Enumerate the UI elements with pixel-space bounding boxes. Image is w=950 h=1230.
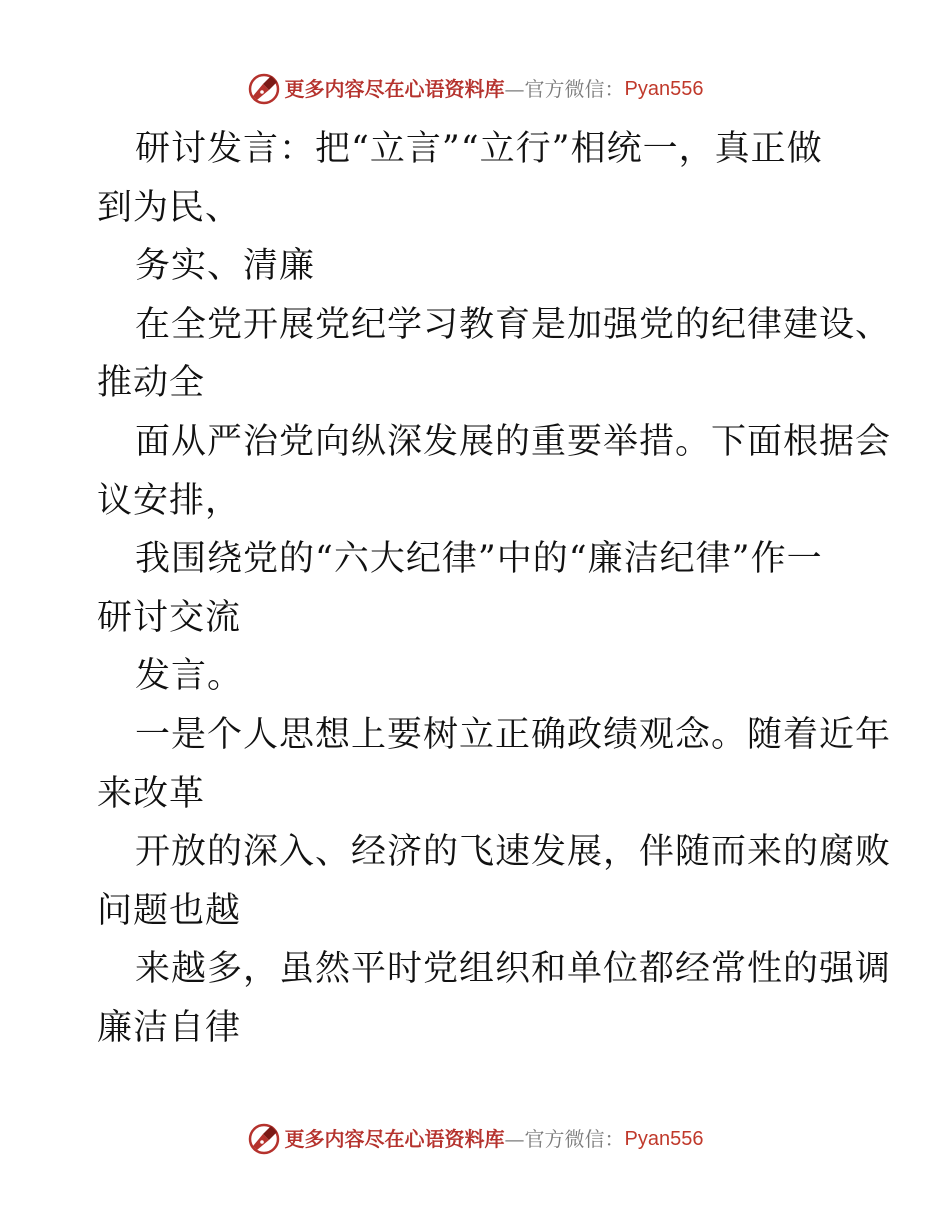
text-line: 到为民、 bbox=[97, 187, 242, 228]
document-body bbox=[97, 120, 892, 1058]
watermark-id: Pyan556 bbox=[624, 1128, 704, 1150]
text-line: 议安排， bbox=[97, 480, 242, 521]
watermark-dash: — bbox=[504, 1127, 525, 1151]
text-line: 来越多，虽然平时党组织和单位都经常性的强调 bbox=[135, 949, 892, 990]
watermark-label: 官方微信： bbox=[524, 77, 625, 101]
text-line: 面从严治党向纵深发展的重要举措。下面根据会 bbox=[135, 421, 892, 462]
text-line: 推动全 bbox=[97, 363, 206, 404]
watermark-main-text: 更多内容尽在心语资料库 bbox=[284, 1127, 505, 1151]
text-line: 问题也越 bbox=[97, 890, 242, 931]
text-line: 在全党开展党纪学习教育是加强党的纪律建设、 bbox=[135, 304, 892, 345]
text-line: 我围绕党的“六大纪律”中的“廉洁纪律”作一 bbox=[135, 539, 823, 580]
text-line: 开放的深入、经济的飞速发展，伴随而来的腐败 bbox=[135, 832, 892, 873]
text-line: 研讨发言：把“立言”“立行”相统一，真正做 bbox=[135, 129, 823, 169]
pen-nib-logo-icon bbox=[247, 72, 281, 106]
watermark-id: Pyan556 bbox=[624, 78, 704, 100]
text-line: 廉洁自律 bbox=[97, 1007, 242, 1048]
header-watermark bbox=[0, 69, 950, 109]
text-line: 发言。 bbox=[135, 656, 244, 697]
text-line: 一是个人思想上要树立正确政绩观念。随着近年 bbox=[135, 714, 892, 755]
text-line: 务实、清廉 bbox=[135, 246, 316, 287]
text-line: 研讨交流 bbox=[97, 597, 242, 638]
watermark-main-text: 更多内容尽在心语资料库 bbox=[284, 77, 505, 101]
watermark-label: 官方微信： bbox=[524, 1127, 625, 1151]
watermark-dash: — bbox=[504, 77, 525, 101]
footer-watermark bbox=[0, 1119, 950, 1159]
pen-nib-logo-icon bbox=[247, 1122, 281, 1156]
text-line: 来改革 bbox=[97, 773, 206, 814]
